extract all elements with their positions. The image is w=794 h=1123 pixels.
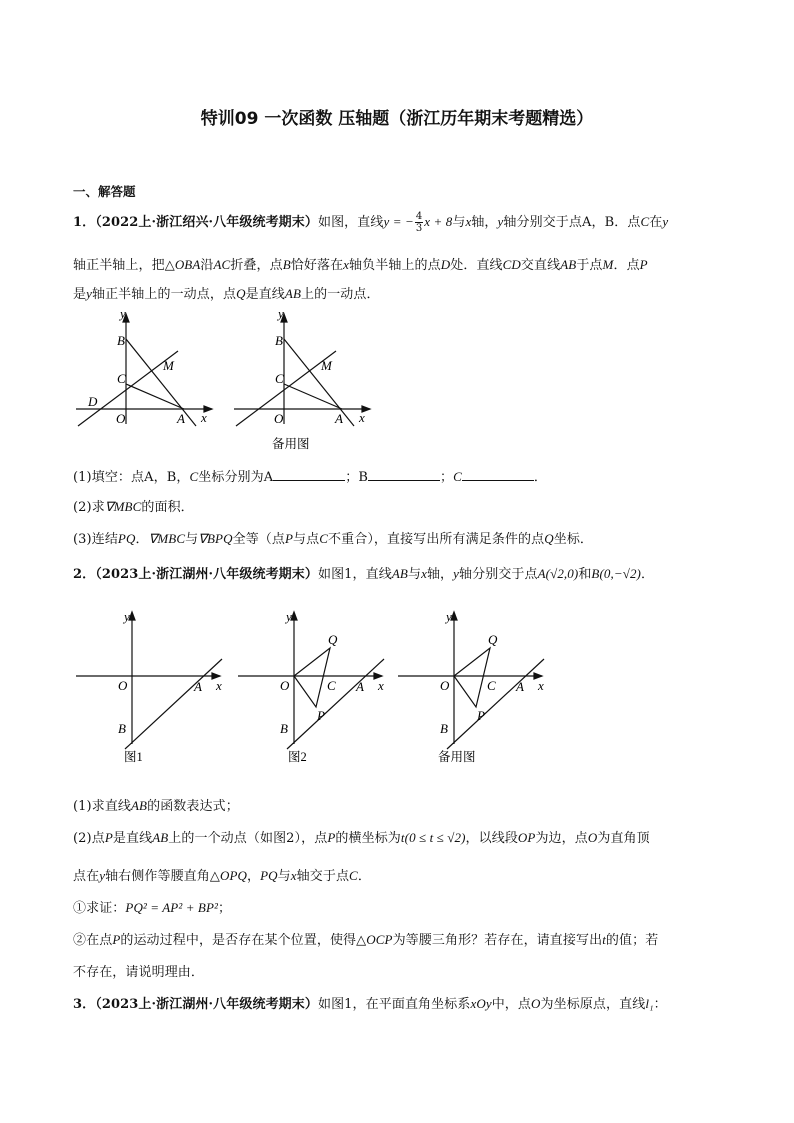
var: P: [285, 531, 294, 546]
var: D: [440, 257, 451, 272]
q1-figure-main: [76, 314, 212, 426]
text: ，以线段: [465, 831, 518, 846]
section-heading: 一、解答题: [73, 184, 136, 199]
label-b: B: [118, 721, 126, 736]
answer-blank-a[interactable]: [273, 468, 345, 481]
text: (2)求: [73, 500, 105, 515]
label-o: O: [280, 678, 290, 693]
text: 轴右侧作等腰直角△: [105, 869, 220, 884]
label-p: P: [317, 708, 325, 723]
equation-right: x + 8: [424, 214, 453, 229]
label-p: P: [477, 708, 485, 723]
q2-sub2-line1: [73, 929, 658, 948]
text: 坐标分别为A: [198, 470, 274, 485]
text: 如图1，在平面直角坐标系: [317, 997, 471, 1012]
q3-line1: [73, 993, 667, 1012]
text: 与: [452, 215, 466, 230]
text: 是直线: [112, 831, 153, 846]
var: y: [99, 868, 106, 883]
text: 如图1，直线: [317, 567, 392, 582]
q2-part2-line2: [73, 865, 371, 884]
label-q: Q: [328, 632, 338, 647]
var: AB: [391, 566, 408, 581]
var: CD: [502, 257, 521, 272]
text: 的面积．: [141, 500, 194, 515]
q1-part3: [73, 528, 593, 547]
text: 不重合），直接写出所有满足条件的点: [328, 532, 545, 547]
range: t(0 ≤ t ≤ √2): [400, 830, 466, 845]
text: ；: [218, 901, 232, 916]
equation-left: y = −: [383, 214, 414, 229]
text: 全等（点: [232, 532, 285, 547]
var: ∇MBC: [104, 499, 142, 514]
var: OBA: [174, 257, 201, 272]
text: (2)点: [73, 831, 105, 846]
q2-source: （2023上·浙江湖州·八年级统考期末）: [95, 567, 318, 582]
answer-blank-c[interactable]: [462, 468, 534, 481]
text: 轴交于点: [296, 869, 350, 884]
q1-number: 1．: [73, 215, 96, 230]
var: M: [602, 257, 614, 272]
var: y: [497, 214, 504, 229]
text: 上的一个动点（如图2），点: [168, 831, 328, 846]
var: t: [602, 932, 606, 947]
var: Q: [544, 531, 554, 546]
label-y: y: [120, 306, 126, 321]
text: 处．直线: [450, 258, 503, 273]
text: ．: [533, 470, 548, 485]
label-q: Q: [488, 632, 498, 647]
q1-source: （2022上·浙江绍兴·八年级统考期末）: [95, 215, 318, 230]
var: y: [86, 286, 92, 301]
q1-line3: [73, 283, 380, 302]
text: 是直线: [245, 287, 285, 302]
var: P: [104, 830, 113, 845]
var: x: [421, 566, 427, 581]
var: C: [640, 214, 650, 229]
text: 与: [185, 532, 199, 547]
text: (1)求直线: [73, 799, 132, 814]
label-m: M: [163, 358, 174, 373]
var: OP: [517, 830, 536, 845]
var: ∇MBC: [148, 531, 186, 546]
segment-ac: [284, 384, 342, 409]
label-o: O: [440, 678, 450, 693]
y-arrow-icon: [291, 612, 297, 620]
label-b: B: [440, 721, 448, 736]
q1-part2: [73, 496, 194, 515]
text: ，: [247, 869, 261, 884]
y-arrow-icon: [451, 612, 457, 620]
label-a: A: [194, 679, 202, 694]
var: O: [587, 830, 598, 845]
text: 与: [407, 567, 422, 582]
label-y: y: [446, 609, 452, 624]
var: y: [662, 214, 669, 229]
line-ab: [287, 659, 384, 749]
text: 和: [578, 567, 592, 582]
text: 恰好落在: [290, 258, 344, 273]
var: P: [327, 830, 336, 845]
text: 轴分别交于点: [459, 567, 538, 582]
y-arrow-icon: [129, 612, 135, 620]
text: 轴，: [471, 215, 498, 230]
text: 为坐标原点，直线: [540, 997, 646, 1012]
label-y: y: [124, 609, 130, 624]
label-a: A: [177, 411, 185, 426]
text: 为等腰三角形？若存在，请直接写出: [392, 933, 603, 948]
var: C: [189, 469, 199, 484]
var: C: [453, 469, 462, 484]
label-b: B: [275, 333, 283, 348]
var: x: [343, 257, 350, 272]
label-x: x: [216, 678, 222, 693]
q2-figures: [70, 604, 560, 770]
text: 轴分别交于点A，B．点: [503, 215, 641, 230]
q1-line1: [73, 211, 668, 234]
label-x: x: [378, 678, 384, 693]
line-ab: [447, 659, 544, 749]
label-c: C: [275, 371, 284, 386]
answer-blank-b[interactable]: [368, 468, 440, 481]
figure-caption: 备用图: [438, 750, 476, 764]
q2-sub2-line2: [73, 961, 204, 980]
text: 不存在，请说明理由．: [73, 965, 205, 980]
var: C: [349, 868, 358, 883]
text: 轴正半轴上，把△: [73, 258, 175, 273]
var: OCP: [366, 932, 393, 947]
q2-figure-1: [76, 609, 222, 764]
point-b: B(0,−√2): [591, 566, 641, 581]
text: 轴，: [426, 567, 454, 582]
text: 折叠，点: [230, 258, 283, 273]
var: AC: [213, 257, 231, 272]
text: (3)连结: [73, 532, 118, 547]
var: AB: [284, 286, 301, 301]
triangle-opq: [294, 648, 330, 707]
text: 为边，点: [535, 831, 588, 846]
q2-number: 2．: [73, 567, 96, 582]
text: 轴正半轴上的一动点，点: [91, 287, 237, 302]
text: 上的一动点．: [301, 287, 380, 302]
var: P: [639, 257, 648, 272]
figure-caption: 图2: [288, 750, 307, 764]
var: Q: [236, 286, 246, 301]
line-ab: [125, 659, 222, 749]
var: x: [290, 868, 297, 883]
var: y: [453, 566, 460, 581]
figure-caption: 备用图: [272, 437, 310, 451]
q2-line1: [73, 563, 654, 582]
label-x: x: [201, 410, 207, 425]
text: ；B: [345, 470, 369, 485]
var: AB: [131, 798, 148, 813]
var: l₁: [645, 996, 654, 1011]
page-title: 特训09 一次函数 压轴题（浙江历年期末考题精选）: [200, 109, 594, 129]
var: O: [531, 996, 541, 1011]
segment-ac: [126, 384, 184, 409]
text: 交直线: [520, 258, 561, 273]
text: 是: [73, 287, 87, 302]
q1-line2: [73, 254, 648, 273]
label-c: C: [117, 371, 126, 386]
text: 与点: [293, 532, 320, 547]
label-a: A: [335, 411, 343, 426]
text: 中，点: [491, 997, 532, 1012]
text: ①求证：: [73, 901, 126, 916]
text: 如图，直线: [317, 215, 384, 230]
text: 的横坐标为: [335, 831, 401, 846]
label-a: A: [516, 679, 524, 694]
label-y: y: [278, 306, 284, 321]
text: 的函数表达式；: [147, 799, 239, 814]
label-c: C: [487, 678, 496, 693]
text: ②在点: [73, 933, 113, 948]
var: AB: [152, 830, 169, 845]
text: 于点: [576, 258, 603, 273]
text: 坐标．: [553, 532, 594, 547]
text: 沿: [200, 258, 214, 273]
text: ．点: [613, 258, 640, 273]
text: ；: [440, 470, 454, 485]
label-c: C: [327, 678, 336, 693]
q2-figure-backup: [398, 609, 544, 764]
var: P: [112, 932, 121, 947]
text: ：: [653, 997, 667, 1012]
point-a: A(√2,0): [537, 566, 579, 581]
text: 轴负半轴上的点: [349, 258, 441, 273]
fraction: [415, 211, 423, 234]
text: 为直角顶: [597, 831, 650, 846]
label-b: B: [117, 333, 125, 348]
label-d: D: [88, 394, 98, 409]
var: C: [319, 531, 329, 546]
q2-sub1: [73, 897, 231, 916]
label-b: B: [280, 721, 288, 736]
q1-figures: [70, 306, 390, 456]
fraction-numerator: 4: [415, 211, 423, 222]
label-x: x: [538, 678, 544, 693]
label-y: y: [286, 609, 292, 624]
label-a: A: [356, 679, 364, 694]
text: ．: [357, 869, 371, 884]
label-o: O: [118, 678, 128, 693]
q3-number: 3．: [73, 997, 96, 1012]
label-m: M: [321, 358, 332, 373]
text: (1)填空：点A，B，: [73, 470, 190, 485]
var: AB: [560, 257, 577, 272]
text: ．: [135, 532, 149, 547]
text: 点在: [73, 869, 100, 884]
text: 的运动过程中，是否存在某个位置，使得△: [120, 933, 367, 948]
label-x: x: [359, 410, 365, 425]
equation: PQ² = AP² + BP²: [125, 900, 219, 915]
var: OPQ: [219, 868, 248, 883]
var: ∇BPQ: [198, 531, 233, 546]
var: PQ: [117, 531, 136, 546]
var: xOy: [470, 996, 492, 1011]
q2-part2-line1: [73, 827, 650, 846]
label-o: O: [116, 411, 126, 426]
q2-part1: [73, 795, 239, 814]
figure-caption: 图1: [124, 750, 143, 764]
q1-part1: [73, 466, 547, 485]
triangle-opq: [454, 648, 490, 707]
var: PQ: [260, 868, 278, 883]
text: 与: [277, 869, 291, 884]
var: B: [282, 257, 291, 272]
var: x: [465, 214, 472, 229]
fraction-denominator: 3: [415, 223, 423, 234]
text: 的值；若: [605, 933, 659, 948]
q2-figure-2: [238, 609, 384, 764]
label-o: O: [274, 411, 284, 426]
q3-source: （2023上·浙江湖州·八年级统考期末）: [95, 997, 318, 1012]
q1-figure-backup: [234, 306, 370, 451]
text: 在: [649, 215, 663, 230]
text: ．: [640, 567, 655, 582]
